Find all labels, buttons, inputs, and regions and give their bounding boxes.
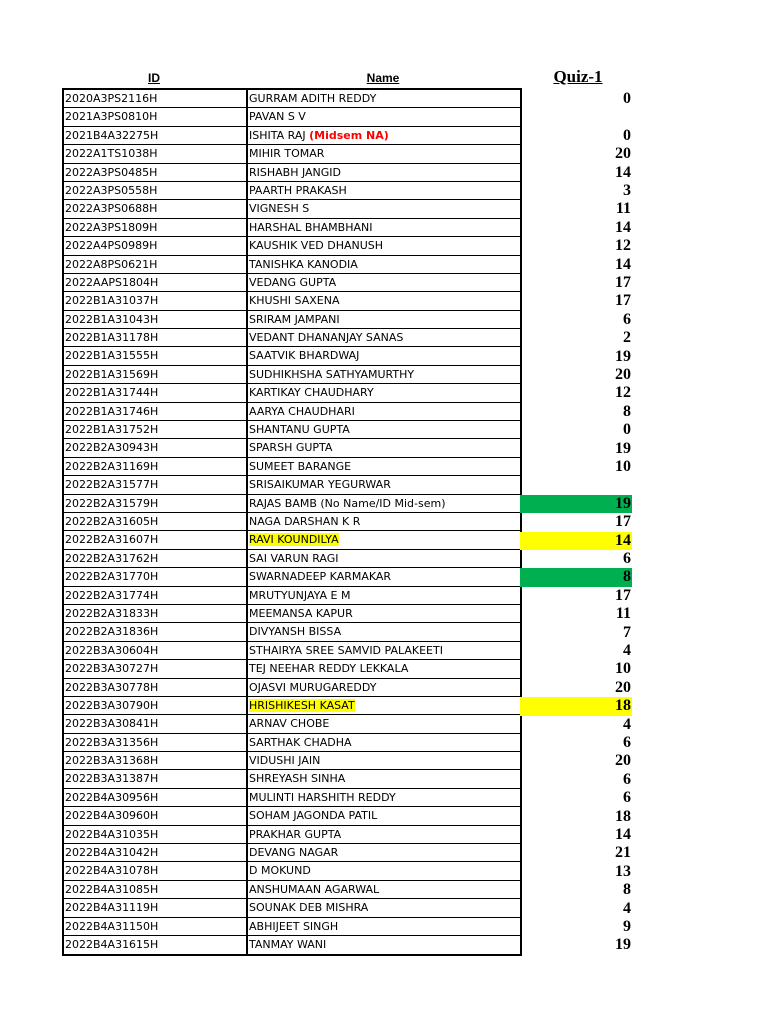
student-name-text: KHUSHI SAXENA [249, 294, 340, 308]
table-row [64, 623, 520, 641]
student-name-cell[interactable] [248, 770, 520, 788]
table-row [64, 164, 520, 182]
student-id-cell[interactable]: 2022B4A31078H [64, 862, 248, 880]
student-name-text: TEJ NEEHAR REDDY LEKKALA [249, 662, 409, 676]
quiz-score-cell[interactable]: 13 [615, 862, 631, 880]
table-row [64, 219, 520, 237]
student-name-cell[interactable] [248, 642, 520, 660]
student-id-cell[interactable]: 2022A4PS0989H [64, 237, 248, 255]
student-name-text: GURRAM ADITH REDDY [249, 92, 377, 105]
student-name-text: ISHITA RAJ [249, 128, 310, 142]
quiz-score-cell[interactable]: 8 [623, 881, 631, 899]
table-row [64, 403, 520, 421]
student-name-cell[interactable] [248, 715, 520, 733]
student-name-text: SOHAM JAGONDA PATIL [249, 809, 378, 823]
table-row [64, 384, 520, 402]
quiz-score-cell[interactable]: 18 [615, 807, 631, 825]
table-row [64, 770, 520, 788]
table-row [64, 881, 520, 899]
student-id-cell[interactable]: 2022B4A31035H [64, 826, 248, 844]
student-name-cell[interactable] [248, 899, 520, 917]
quiz-score-cell[interactable]: 21 [615, 844, 631, 862]
student-name-cell[interactable] [248, 844, 520, 862]
table-row [64, 513, 520, 531]
student-name-cell[interactable] [248, 366, 520, 384]
quiz-score-cell[interactable]: 14 [615, 826, 631, 843]
student-name-cell[interactable] [248, 513, 520, 531]
student-name-cell[interactable] [248, 127, 520, 145]
student-id-cell[interactable]: 2022B2A31577H [64, 476, 248, 494]
student-name-cell[interactable] [248, 384, 520, 402]
quiz-score-cell[interactable]: 9 [623, 918, 631, 935]
quiz-score-cell[interactable]: 17 [615, 292, 631, 310]
student-name-text: KARTIKAY CHAUDHARY [249, 386, 374, 400]
student-id-cell[interactable]: 2022B4A31085H [64, 881, 248, 899]
table-row [64, 366, 520, 384]
student-name-text: MIHIR TOMAR [249, 147, 325, 161]
student-id-cell[interactable]: 2022A3PS0558H [64, 182, 248, 200]
student-id-cell[interactable]: 2022B4A31119H [64, 899, 248, 917]
table-row [64, 679, 520, 697]
student-name-cell[interactable] [248, 329, 520, 347]
table-row [64, 697, 520, 715]
student-name-cell[interactable] [248, 734, 520, 752]
student-name-text: SARTHAK CHADHA [249, 735, 352, 749]
table-row [64, 752, 520, 770]
student-name-cell[interactable] [248, 274, 520, 292]
student-id-cell[interactable]: 2022B1A31746H [64, 403, 248, 421]
student-id-cell[interactable]: 2022B1A31744H [64, 384, 248, 402]
table-row [64, 826, 520, 844]
student-name-cell[interactable] [248, 807, 520, 825]
student-name-text: RAJAS BAMB (No Name/ID Mid-sem) [249, 496, 446, 510]
student-name-text: SAI VARUN RAGI [249, 551, 339, 565]
quiz-score-cell[interactable]: 19 [615, 439, 631, 457]
quiz-score-cell[interactable]: 19 [520, 495, 632, 513]
student-name-text: MULINTI HARSHITH REDDY [249, 790, 396, 804]
quiz-score-cell[interactable] [520, 476, 632, 494]
table-row [64, 862, 520, 880]
student-name-text: KAUSHIK VED DHANUSH [249, 239, 384, 253]
quiz-column-header: Quiz-1 [553, 67, 603, 86]
quiz-score-cell[interactable]: 11 [615, 605, 631, 623]
quiz-score-cell[interactable]: 6 [623, 734, 631, 751]
student-name-cell[interactable] [248, 292, 520, 310]
student-id-cell[interactable]: 2022A3PS0485H [64, 164, 248, 182]
quiz-score-cell[interactable]: 0 [623, 421, 631, 439]
student-name-text: SRIRAM JAMPANI [249, 312, 340, 326]
student-name-text: VEDANG GUPTA [249, 275, 337, 289]
name-column-header: Name [366, 71, 400, 85]
student-name-text: NAGA DARSHAN K R [249, 514, 361, 528]
student-name-cell[interactable] [248, 679, 520, 697]
student-id-cell[interactable]: 2022AAPS1804H [64, 274, 248, 292]
student-name-text: AARYA CHAUDHARI [249, 404, 355, 418]
student-name-text: SOUNAK DEB MISHRA [249, 901, 369, 915]
student-id-cell[interactable]: 2022A3PS0688H [64, 200, 248, 218]
quiz-score-cell[interactable]: 11 [615, 200, 631, 218]
table-row [64, 439, 520, 457]
student-name-cell[interactable] [248, 495, 520, 513]
table-row [64, 108, 520, 126]
quiz-score-cell[interactable]: 14 [615, 163, 631, 181]
table-row [64, 458, 520, 476]
student-name-text: ARNAV CHOBE [249, 717, 330, 731]
student-id-cell[interactable]: 2022B1A31555H [64, 347, 248, 365]
student-id-cell[interactable]: 2022B2A31762H [64, 550, 248, 568]
quiz-score-cell[interactable]: 8 [623, 402, 631, 420]
quiz-score-cell[interactable]: 8 [520, 568, 632, 586]
student-name-cell[interactable] [248, 219, 520, 237]
student-name-text: VIGNESH S [249, 202, 310, 216]
quiz-score-cell[interactable]: 0 [623, 90, 631, 107]
table-row [64, 899, 520, 917]
student-name-cell[interactable] [248, 108, 520, 126]
table-row [64, 642, 520, 660]
student-name-cell[interactable] [248, 311, 520, 329]
table-row [64, 807, 520, 825]
quiz-score-cell[interactable]: 19 [615, 936, 631, 954]
student-name-cell[interactable] [248, 623, 520, 641]
quiz-score-cell[interactable]: 17 [615, 513, 631, 531]
student-id-cell[interactable]: 2022B1A31569H [64, 366, 248, 384]
student-name-cell[interactable] [248, 200, 520, 218]
student-id-cell[interactable]: 2022B4A31042H [64, 844, 248, 862]
student-id-cell[interactable]: 2022B2A31833H [64, 605, 248, 623]
student-name-text: STHAIRYA SREE SAMVID PALAKEETI [249, 643, 443, 657]
student-id-cell[interactable]: 2022B4A31150H [64, 918, 248, 936]
table-row [64, 90, 520, 108]
student-name-cell[interactable] [248, 862, 520, 880]
student-name-text: SUDHIKHSHA SATHYAMURTHY [249, 367, 415, 381]
student-name-text: VEDANT DHANANJAY SANAS [249, 331, 404, 345]
student-name-cell[interactable] [248, 752, 520, 770]
student-id-cell[interactable]: 2022B4A31615H [64, 936, 248, 954]
student-name-cell[interactable] [248, 587, 520, 605]
student-name-cell[interactable] [248, 826, 520, 844]
student-id-cell[interactable]: 2021B4A32275H [64, 127, 248, 145]
table-row [64, 274, 520, 292]
student-name-text: DIVYANSH BISSA [249, 625, 342, 639]
student-name-text: D MOKUND [249, 864, 311, 878]
student-name-text: SUMEET BARANGE [249, 459, 352, 473]
quiz-score-cell[interactable]: 2 [623, 329, 631, 347]
table-row [64, 660, 520, 678]
quiz-score-cell[interactable]: 7 [623, 623, 631, 641]
student-id-cell[interactable]: 2022B1A31043H [64, 311, 248, 329]
student-name-cell[interactable] [248, 403, 520, 421]
student-name-cell[interactable] [248, 936, 520, 954]
student-name-cell[interactable] [248, 531, 520, 549]
student-name-text: VIDUSHI JAIN [249, 754, 321, 768]
quiz-score-cell[interactable]: 12 [615, 384, 631, 402]
quiz-score-cell[interactable]: 3 [623, 182, 631, 199]
student-name-text: PAARTH PRAKASH [249, 183, 347, 197]
table-row [64, 421, 520, 439]
student-name-cell[interactable] [248, 881, 520, 899]
quiz-score-cell[interactable]: 20 [615, 678, 631, 696]
student-name-cell[interactable] [248, 90, 520, 108]
student-name-text: SRISAIKUMAR YEGURWAR [249, 478, 391, 492]
quiz-score-cell[interactable]: 6 [623, 770, 631, 788]
student-name-text: SWARNADEEP KARMAKAR [249, 570, 392, 584]
student-id-cell[interactable]: 2022B2A31774H [64, 587, 248, 605]
student-name-text: ABHIJEET SINGH [249, 919, 339, 933]
student-name-text: PRAKHAR GUPTA [249, 827, 342, 841]
quiz-score-cell[interactable]: 14 [615, 255, 631, 273]
student-id-cell[interactable]: 2022B1A31178H [64, 329, 248, 347]
quiz-score-cell[interactable]: 12 [615, 237, 631, 255]
quiz-score-cell[interactable]: 20 [615, 752, 631, 770]
student-id-cell[interactable]: 2022B3A30841H [64, 715, 248, 733]
student-name-text: SPARSH GUPTA [249, 441, 333, 455]
student-id-cell[interactable]: 2022B4A30960H [64, 807, 248, 825]
id-column-header: ID [148, 71, 160, 85]
student-name-text: MEEMANSA KAPUR [249, 606, 353, 620]
table-row [64, 605, 520, 623]
quiz-score-cell[interactable]: 14 [520, 532, 632, 550]
quiz-score-cell[interactable]: 14 [615, 218, 631, 236]
student-name-cell[interactable] [248, 605, 520, 623]
student-id-cell[interactable]: 2022B3A31387H [64, 770, 248, 788]
student-name-cell[interactable] [248, 347, 520, 365]
quiz-score-cell[interactable]: 19 [615, 347, 631, 365]
student-name-text: HARSHAL BHAMBHANI [249, 220, 373, 234]
table-row [64, 127, 520, 145]
student-name-cell[interactable] [248, 476, 520, 494]
table-row [64, 476, 520, 494]
quiz-score-cell[interactable]: 17 [615, 586, 631, 604]
quiz-score-cell[interactable]: 4 [623, 642, 631, 659]
student-name-text: HRISHIKESH KASAT [249, 698, 355, 712]
table-row [64, 918, 520, 936]
quiz-score-cell[interactable]: 4 [623, 899, 631, 917]
quiz-score-cell[interactable]: 20 [615, 145, 631, 163]
quiz-score-cell[interactable]: 18 [520, 697, 632, 715]
quiz-score-cell[interactable]: 0 [623, 126, 631, 144]
student-name-text: PAVAN S V [249, 110, 306, 124]
student-name-text: RISHABH JANGID [249, 165, 342, 179]
student-id-cell[interactable]: 2022B3A30727H [64, 660, 248, 678]
table-row [64, 495, 520, 513]
quiz-score-cell[interactable]: 10 [615, 458, 631, 475]
student-id-cell[interactable]: 2022B3A30778H [64, 679, 248, 697]
quiz-score-cell[interactable]: 10 [615, 660, 631, 678]
student-id-cell[interactable]: 2022A8PS0621H [64, 256, 248, 274]
table-row [64, 256, 520, 274]
table-row [64, 145, 520, 163]
student-id-cell[interactable]: 2022B1A31037H [64, 292, 248, 310]
table-row [64, 789, 520, 807]
quiz-score-cell[interactable]: 6 [623, 789, 631, 807]
quiz-score-cell[interactable]: 17 [615, 274, 631, 291]
student-id-cell[interactable]: 2022B1A31752H [64, 421, 248, 439]
student-id-cell[interactable]: 2022A1TS1038H [64, 145, 248, 163]
student-id-cell[interactable]: 2022B2A31770H [64, 568, 248, 586]
student-name-cell[interactable] [248, 256, 520, 274]
student-name-cell[interactable] [248, 789, 520, 807]
student-name-cell[interactable] [248, 918, 520, 936]
table-row [64, 182, 520, 200]
student-name-cell[interactable] [248, 458, 520, 476]
quiz-score-cell[interactable]: 6 [623, 310, 631, 328]
student-name-cell[interactable] [248, 421, 520, 439]
table-row [64, 311, 520, 329]
student-id-cell[interactable]: 2022A3PS1809H [64, 219, 248, 237]
student-name-cell[interactable] [248, 568, 520, 586]
student-name-cell[interactable] [248, 697, 520, 715]
student-table [62, 88, 522, 956]
student-name-cell[interactable] [248, 550, 520, 568]
student-name-cell[interactable] [248, 237, 520, 255]
student-id-cell[interactable]: 2020A3PS2116H [64, 90, 248, 108]
student-name-cell[interactable] [248, 660, 520, 678]
quiz-score-cell[interactable]: 20 [615, 366, 631, 383]
student-id-cell[interactable]: 2022B3A30790H [64, 697, 248, 715]
student-name-text: TANISHKA KANODIA [249, 257, 358, 271]
student-id-cell[interactable]: 2022B2A31836H [64, 623, 248, 641]
student-id-cell[interactable]: 2022B2A31579H [64, 495, 248, 513]
student-name-text: SAATVIK BHARDWAJ [249, 349, 360, 363]
table-row [64, 550, 520, 568]
table-row [64, 734, 520, 752]
student-id-cell[interactable]: 2022B3A31356H [64, 734, 248, 752]
student-id-cell[interactable]: 2022B2A31605H [64, 513, 248, 531]
student-name-text: RAVI KOUNDILYA [249, 533, 339, 547]
table-row [64, 587, 520, 605]
table-row [64, 936, 520, 954]
midsem-note: (Midsem NA) [309, 128, 389, 142]
student-name-text: TANMAY WANI [249, 937, 327, 951]
student-name-cell[interactable] [248, 439, 520, 457]
student-id-cell[interactable]: 2022B2A30943H [64, 439, 248, 457]
student-name-text: ANSHUMAAN AGARWAL [249, 882, 380, 896]
quiz-score-cell[interactable]: 4 [623, 715, 631, 733]
student-name-cell[interactable] [248, 182, 520, 200]
student-name-text: DEVANG NAGAR [249, 846, 339, 860]
student-name-text: SHREYASH SINHA [249, 772, 346, 786]
table-row [64, 347, 520, 365]
table-row [64, 568, 520, 586]
student-id-cell[interactable]: 2022B2A31169H [64, 458, 248, 476]
student-id-cell[interactable]: 2021A3PS0810H [64, 108, 248, 126]
student-name-cell[interactable] [248, 145, 520, 163]
student-id-cell[interactable]: 2022B3A30604H [64, 642, 248, 660]
table-row [64, 844, 520, 862]
quiz-score-cell[interactable]: 6 [623, 550, 631, 567]
student-id-cell[interactable]: 2022B2A31607H [64, 531, 248, 549]
student-name-text: OJASVI MURUGAREDDY [249, 680, 377, 694]
table-row [64, 237, 520, 255]
student-id-cell[interactable]: 2022B4A30956H [64, 789, 248, 807]
student-id-cell[interactable]: 2022B3A31368H [64, 752, 248, 770]
table-row [64, 531, 520, 549]
student-name-cell[interactable] [248, 164, 520, 182]
table-row [64, 329, 520, 347]
table-row [64, 292, 520, 310]
student-name-text: SHANTANU GUPTA [249, 423, 350, 437]
table-row [64, 715, 520, 733]
table-row [64, 200, 520, 218]
student-name-text: MRUTYUNJAYA E M [249, 588, 351, 602]
quiz-score-cell[interactable] [520, 108, 632, 126]
